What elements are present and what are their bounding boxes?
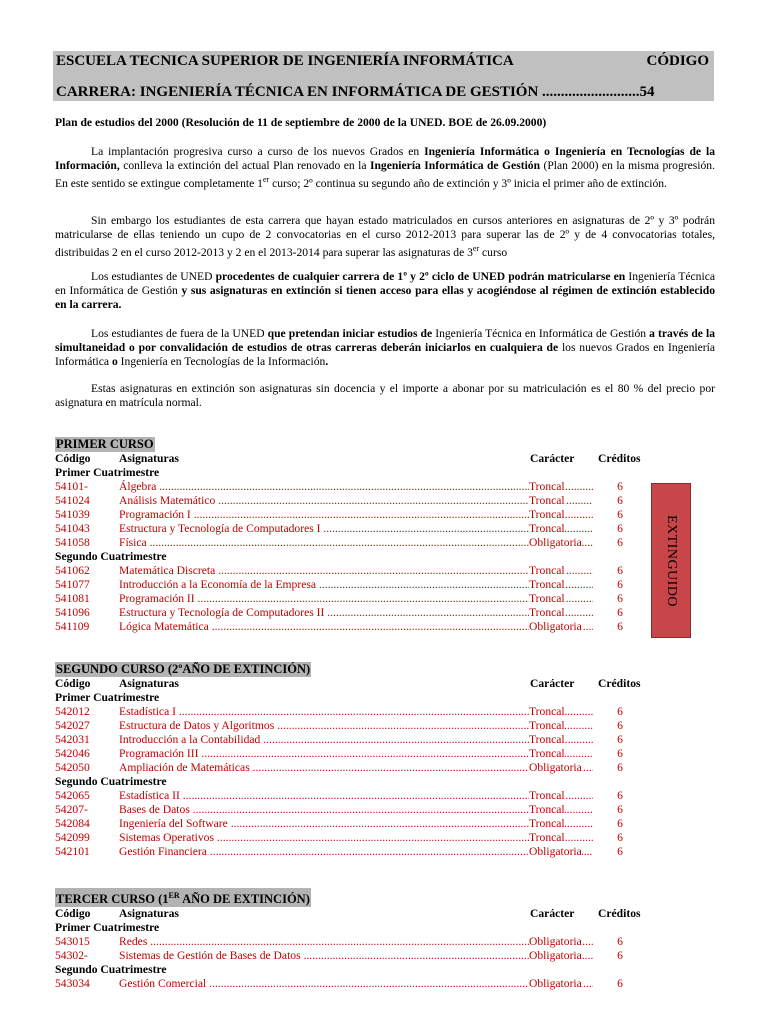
column-header-row: Código Asignaturas Carácter Créditos	[55, 677, 641, 690]
subject-character: Obligatoria	[529, 620, 582, 633]
subject-credits: 6	[617, 578, 623, 591]
subject-name: Redes .....	[119, 935, 593, 949]
subject-row	[55, 508, 675, 522]
subject-credits: 6	[617, 949, 623, 963]
subject-code: 541096	[55, 606, 90, 619]
subject-name: Introducción a la Economía de la Empresa .....	[119, 578, 593, 592]
subject-name: Física .....	[119, 536, 593, 550]
subject-code: 543015	[55, 935, 90, 949]
subject-character: Troncal	[529, 831, 565, 844]
subject-character: Troncal	[529, 480, 565, 493]
subject-character: Obligatoria	[529, 949, 582, 963]
subject-row	[55, 522, 675, 536]
subject-name: Estructura y Tecnología de Computadores II .....	[119, 606, 593, 620]
subject-row	[55, 935, 675, 949]
subject-row	[55, 480, 675, 494]
subject-credits: 6	[617, 761, 623, 774]
subject-code: 54207-	[55, 803, 88, 816]
subject-credits: 6	[617, 747, 623, 760]
subject-row	[55, 831, 675, 845]
subject-list	[55, 977, 675, 991]
subject-code: 542084	[55, 817, 90, 830]
subject-credits: 6	[617, 606, 623, 619]
semester-label: Primer Cuatrimestre	[55, 921, 160, 935]
subject-name: Sistemas Operativos .....	[119, 831, 593, 845]
subject-name: Programación III .....	[119, 747, 593, 761]
subject-character: Troncal	[529, 508, 565, 521]
subject-code: 543034	[55, 977, 90, 991]
subject-character: Obligatoria	[529, 977, 582, 991]
subject-credits: 6	[617, 935, 623, 949]
stamp-text: EXTINGUIDO	[664, 514, 679, 607]
subject-code: 542027	[55, 719, 90, 732]
subject-code: 541039	[55, 508, 90, 521]
subject-character: Troncal	[529, 803, 565, 816]
semester-label: Segundo Cuatrimestre	[55, 775, 167, 788]
subject-credits: 6	[617, 494, 623, 507]
column-header-row: Código Asignaturas Carácter Créditos	[55, 907, 641, 921]
document-header	[53, 51, 714, 101]
subject-name: Programación I .....	[119, 508, 593, 522]
subject-row	[55, 592, 675, 606]
subject-credits: 6	[617, 564, 623, 577]
subject-code: 541077	[55, 578, 90, 591]
subject-row	[55, 747, 675, 761]
third-year-section	[55, 888, 675, 991]
subject-character: Troncal	[529, 564, 565, 577]
subject-row	[55, 719, 675, 733]
subject-row	[55, 789, 675, 803]
career-line: CARRERA: INGENIERÍA TÉCNICA EN INFORMÁTICA DE GESTIÓN ..........................54	[56, 84, 655, 100]
subject-list	[55, 935, 675, 963]
second-year-section	[55, 662, 675, 859]
subject-code: 541109	[55, 620, 90, 633]
subject-name: Gestión Financiera .....	[119, 845, 593, 859]
subject-row	[55, 977, 675, 991]
subject-row	[55, 761, 675, 775]
school-name: ESCUELA TECNICA SUPERIOR DE INGENIERÍA INFORMÁTICA	[56, 53, 514, 69]
subject-credits: 6	[617, 705, 623, 718]
subject-name: Análisis Matemático .....	[119, 494, 593, 508]
subject-name: Álgebra .....	[119, 480, 593, 494]
first-year-title: PRIMER CURSO	[56, 437, 154, 451]
subject-character: Obligatoria	[529, 935, 582, 949]
subject-character: Troncal	[529, 592, 565, 605]
subject-row	[55, 494, 675, 508]
plan-title: Plan de estudios del 2000 (Resolución de 11 de septiembre de 2000 de la UNED. BOE de 26.09.2000)	[55, 116, 547, 129]
semester-label: Primer Cuatrimestre	[55, 691, 160, 704]
subject-list	[55, 564, 675, 634]
subject-credits: 6	[617, 831, 623, 844]
subject-character: Troncal	[529, 606, 565, 619]
subject-name: Ingeniería del Software .....	[119, 817, 593, 831]
subject-credits: 6	[617, 719, 623, 732]
subject-name: Gestión Comercial .....	[119, 977, 593, 991]
subject-list	[55, 789, 675, 859]
subject-credits: 6	[617, 522, 623, 535]
subject-credits: 6	[617, 817, 623, 830]
subject-character: Obligatoria	[529, 845, 582, 858]
subject-name: Lógica Matemática .....	[119, 620, 593, 634]
subject-character: Troncal	[529, 494, 565, 507]
code-label: CÓDIGO	[646, 53, 709, 69]
second-year-title: SEGUNDO CURSO (2ºAÑO DE EXTINCIÓN)	[56, 662, 311, 676]
subject-character: Troncal	[529, 747, 565, 760]
subject-row	[55, 803, 675, 817]
subject-code: 542012	[55, 705, 90, 718]
subject-row	[55, 845, 675, 859]
subject-name: Estructura y Tecnología de Computadores I .....	[119, 522, 593, 536]
subject-code: 542065	[55, 789, 90, 802]
subject-code: 542046	[55, 747, 90, 760]
subject-code: 541062	[55, 564, 90, 577]
subject-code: 542099	[55, 831, 90, 844]
subject-row	[55, 949, 675, 963]
paragraph-5: Estas asignaturas en extinción son asignaturas sin docencia y el importe a abonar por su matriculación es el 80 % del precio por asignatura en matrícula normal.	[55, 382, 715, 409]
subject-row	[55, 536, 675, 550]
subject-character: Troncal	[529, 789, 565, 802]
subject-code: 541081	[55, 592, 90, 605]
subject-name: Estadística II .....	[119, 789, 593, 803]
subject-credits: 6	[617, 508, 623, 521]
subject-name: Estructura de Datos y Algoritmos .....	[119, 719, 593, 733]
subject-code: 54302-	[55, 949, 88, 963]
third-year-title: TERCER CURSO (1ER AÑO DE EXTINCIÓN)	[55, 888, 311, 907]
subject-code: 541058	[55, 536, 90, 549]
semester-label: Primer Cuatrimestre	[55, 466, 160, 479]
subject-row	[55, 606, 675, 620]
subject-code: 542101	[55, 845, 90, 858]
subject-credits: 6	[617, 845, 623, 858]
subject-credits: 6	[617, 592, 623, 605]
subject-character: Troncal	[529, 733, 565, 746]
subject-code: 541043	[55, 522, 90, 535]
subject-code: 541024	[55, 494, 90, 507]
subject-name: Bases de Datos .....	[119, 803, 593, 817]
column-header-row: Código Asignaturas Carácter Créditos	[55, 452, 641, 465]
semester-label: Segundo Cuatrimestre	[55, 550, 167, 563]
subject-code: 542050	[55, 761, 90, 774]
subject-name: Ampliación de Matemáticas .....	[119, 761, 593, 775]
paragraph-4: Los estudiantes de fuera de la UNED que pretendan iniciar estudios de Ingeniería Técnica en Informática de Gestión a través de la simultaneidad o por convalidación de estudios de otras carreras deberán iniciarlos en cualquiera de los nuevos Grados en Ingeniería Informática o Ingeniería en Tecnologías de la Información.	[55, 327, 715, 368]
subject-character: Troncal	[529, 522, 565, 535]
subject-character: Troncal	[529, 719, 565, 732]
subject-name: Matemática Discreta .....	[119, 564, 593, 578]
extinguished-stamp	[651, 483, 691, 638]
subject-code: 54101-	[55, 480, 88, 493]
semester-label: Segundo Cuatrimestre	[55, 963, 167, 977]
subject-name: Sistemas de Gestión de Bases de Datos .....	[119, 949, 593, 963]
subject-credits: 6	[617, 803, 623, 816]
subject-character: Troncal	[529, 705, 565, 718]
subject-character: Troncal	[529, 817, 565, 830]
subject-list	[55, 480, 675, 550]
subject-row	[55, 817, 675, 831]
subject-row	[55, 564, 675, 578]
first-year-section	[55, 437, 675, 634]
subject-credits: 6	[617, 536, 623, 549]
subject-name: Programación II .....	[119, 592, 593, 606]
paragraph-1: La implantación progresiva curso a curso de los nuevos Grados en Ingeniería Informática o Ingeniería en Tecnologías de la Información, conlleva la extinción del actual Plan renovado en la Ingeniería Informática de Gestión (Plan 2000) en la misma progresión. En este sentido se extingue completamente 1er curso; 2º continua su segundo año de extinción y 3º inicia el primer año de extinción.	[55, 145, 715, 190]
subject-row	[55, 705, 675, 719]
header-school-row	[56, 52, 709, 70]
paragraph-3: Los estudiantes de UNED procedentes de cualquier carrera de 1º y 2º ciclo de UNED podrán matricularse en Ingeniería Técnica en Informática de Gestión y sus asignaturas en extinción si tienen acceso para ellas y acogiéndose al régimen de extinción establecido en la carrera.	[55, 270, 715, 311]
subject-credits: 6	[617, 733, 623, 746]
subject-character: Obligatoria	[529, 761, 582, 774]
subject-name: Estadística I .....	[119, 705, 593, 719]
subject-name: Introducción a la Contabilidad .....	[119, 733, 593, 747]
subject-character: Obligatoria	[529, 536, 582, 549]
subject-row	[55, 733, 675, 747]
subject-code: 542031	[55, 733, 90, 746]
subject-credits: 6	[617, 977, 623, 991]
subject-row	[55, 578, 675, 592]
subject-character: Troncal	[529, 578, 565, 591]
subject-credits: 6	[617, 789, 623, 802]
subject-credits: 6	[617, 480, 623, 493]
paragraph-2: Sin embargo los estudiantes de esta carrera que hayan estado matriculados en cursos anteriores en asignaturas de 2º y 3º podrán matricularse de ellas teniendo un cupo de 2 convocatorias en el curso 2012-2013 para superar las de 2º y de 4 convocatorias totales, distribuidas 2 en el curso 2012-2013 y 2 en el 2013-2014 para superar las asignaturas de 3er curso	[55, 214, 715, 259]
subject-row	[55, 620, 675, 634]
subject-credits: 6	[617, 620, 623, 633]
subject-list	[55, 705, 675, 775]
